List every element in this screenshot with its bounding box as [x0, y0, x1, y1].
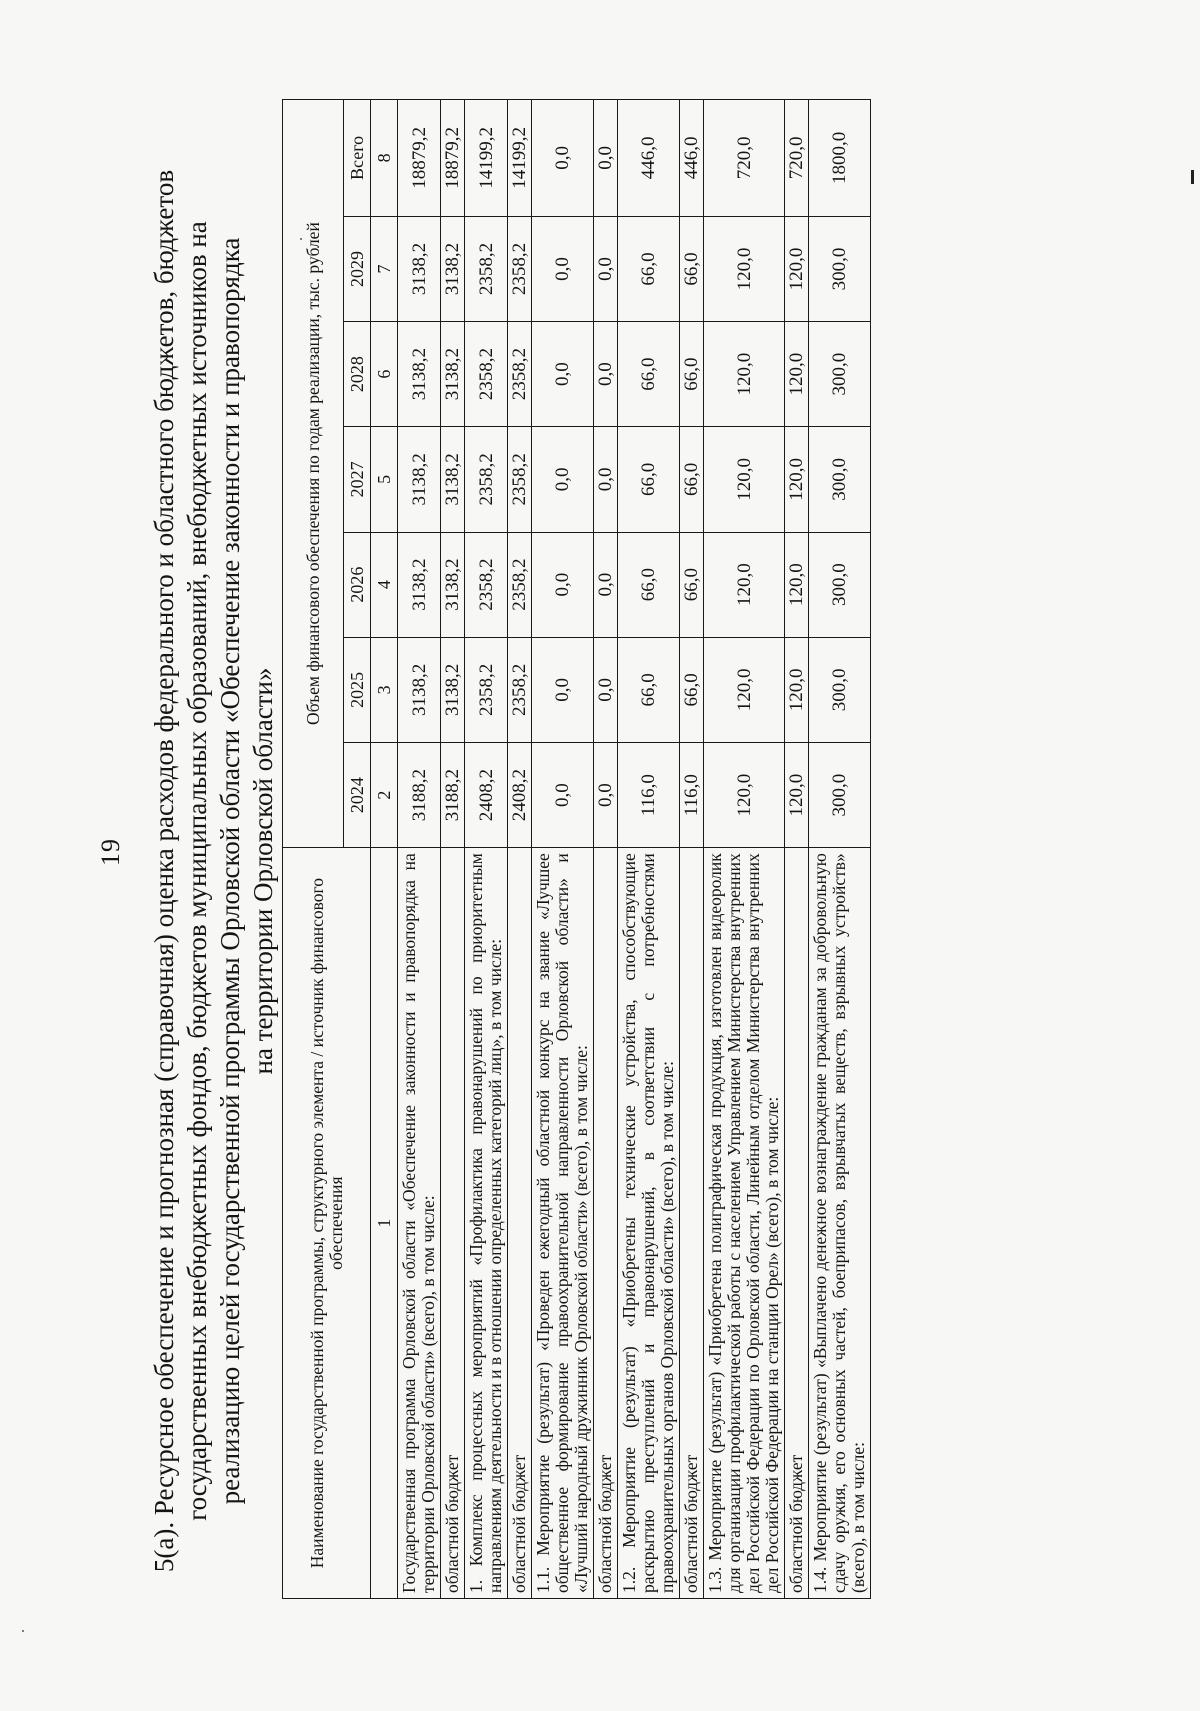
financing-table: [282, 99, 871, 1599]
value-cell: 0,0: [532, 742, 594, 847]
document-heading: [148, 71, 280, 1671]
table-row: [532, 100, 594, 1599]
value-cell: 0,0: [532, 532, 594, 637]
value-cell: 120,0: [704, 427, 785, 532]
value-cell: 66,0: [680, 637, 704, 742]
value-cell: 3138,2: [441, 322, 465, 427]
column-index: 3: [371, 637, 398, 742]
value-cell: 0,0: [594, 637, 618, 742]
total-cell: 14199,2: [508, 100, 532, 217]
table-row: [594, 100, 618, 1599]
value-cell: 66,0: [680, 532, 704, 637]
year-header: 2026: [344, 532, 371, 637]
value-cell: 120,0: [785, 322, 809, 427]
value-cell: 0,0: [532, 216, 594, 321]
total-cell: 18879,2: [398, 100, 441, 217]
value-cell: 120,0: [704, 216, 785, 321]
year-header: 2024: [344, 742, 371, 847]
value-cell: 66,0: [618, 637, 680, 742]
row-name-cell: областной бюджет: [680, 848, 704, 1599]
total-cell: 446,0: [618, 100, 680, 217]
value-cell: 2358,2: [465, 427, 508, 532]
row-name-cell: 1.3. Мероприятие (результат) «Приобретена полиграфическая продукция, изготовлен видеоролик для организации профилактической работы с населением Управлением Министерства внутренних дел Российской Федерации по Орловской области, Линейным отделом Министерства внутренних дел Российской Федерации на станции Орел» (всего), в том числе:: [704, 848, 785, 1599]
value-cell: 120,0: [785, 532, 809, 637]
value-cell: 3138,2: [398, 532, 441, 637]
value-cell: 3138,2: [441, 216, 465, 321]
value-cell: 0,0: [594, 742, 618, 847]
row-name-cell: областной бюджет: [594, 848, 618, 1599]
value-cell: 3138,2: [441, 427, 465, 532]
table-body: [398, 100, 871, 1599]
column-index: 7: [371, 216, 398, 321]
table-row: [809, 100, 871, 1599]
heading-line: государственных внебюджетных фондов, бюджетов муниципальных образований, внебюджетных источников на: [182, 221, 212, 1521]
value-cell: 3138,2: [398, 322, 441, 427]
value-cell: 66,0: [618, 427, 680, 532]
value-cell: 2358,2: [465, 322, 508, 427]
total-cell: 18879,2: [441, 100, 465, 217]
value-cell: 2358,2: [508, 532, 532, 637]
table-row: [508, 100, 532, 1599]
column-index: 5: [371, 427, 398, 532]
column-index: 1: [371, 848, 398, 1599]
heading-line: реализацию целей государственной программы Орловской области «Обеспечение законности и правопорядка: [215, 237, 245, 1505]
value-cell: 120,0: [785, 216, 809, 321]
value-cell: 0,0: [532, 427, 594, 532]
value-cell: 3188,2: [441, 742, 465, 847]
value-cell: 300,0: [809, 742, 871, 847]
page-number: 19: [96, 838, 125, 866]
value-cell: 300,0: [809, 322, 871, 427]
value-cell: 120,0: [785, 742, 809, 847]
table-row: [398, 100, 441, 1599]
value-cell: 2358,2: [508, 322, 532, 427]
table-row: [618, 100, 680, 1599]
value-cell: 2408,2: [508, 742, 532, 847]
value-cell: 120,0: [704, 742, 785, 847]
value-cell: 3138,2: [441, 637, 465, 742]
year-header: 2027: [344, 427, 371, 532]
volume-header: Объем финансового обеспечения по годам реализации, тыс. рублей: [283, 100, 344, 848]
value-cell: 66,0: [680, 427, 704, 532]
year-header: 2028: [344, 322, 371, 427]
value-cell: 2358,2: [465, 532, 508, 637]
value-cell: 0,0: [594, 427, 618, 532]
total-cell: 1800,0: [809, 100, 871, 217]
value-cell: 3188,2: [398, 742, 441, 847]
total-cell: 14199,2: [465, 100, 508, 217]
column-index: 2: [371, 742, 398, 847]
value-cell: 2358,2: [465, 637, 508, 742]
financing-table-container: [282, 99, 871, 1599]
value-cell: 2408,2: [465, 742, 508, 847]
table-row: [680, 100, 704, 1599]
column-index: 8: [371, 100, 398, 217]
row-name-cell: областной бюджет: [508, 848, 532, 1599]
value-cell: 120,0: [785, 427, 809, 532]
value-cell: 66,0: [618, 216, 680, 321]
table-row: [704, 100, 785, 1599]
value-cell: 300,0: [809, 637, 871, 742]
value-cell: 116,0: [680, 742, 704, 847]
value-cell: 2358,2: [508, 216, 532, 321]
value-cell: 300,0: [809, 216, 871, 321]
value-cell: 300,0: [809, 532, 871, 637]
value-cell: 0,0: [532, 637, 594, 742]
value-cell: 2358,2: [465, 216, 508, 321]
table-row: [785, 100, 809, 1599]
column-index: 4: [371, 532, 398, 637]
value-cell: 66,0: [680, 322, 704, 427]
row-name-cell: 1.4. Мероприятие (результат) «Выплачено денежное вознаграждение гражданам за добровольную сдачу оружия, его основных частей, боеприпасов, взрывчатых веществ, взрывных устройств» (всего), в том числе:: [809, 848, 871, 1599]
value-cell: 66,0: [680, 216, 704, 321]
value-cell: 0,0: [594, 322, 618, 427]
value-cell: 3138,2: [398, 216, 441, 321]
total-cell: 720,0: [704, 100, 785, 217]
value-cell: 0,0: [532, 322, 594, 427]
value-cell: 120,0: [704, 637, 785, 742]
value-cell: 66,0: [618, 532, 680, 637]
total-cell: 446,0: [680, 100, 704, 217]
column-index: 6: [371, 322, 398, 427]
heading-line: 5(а). Ресурсное обеспечение и прогнозная (справочная) оценка расходов федерального и областного бюджетов, бюджетов: [149, 169, 179, 1573]
total-header: Всего: [344, 100, 371, 217]
row-name-cell: 1. Комплекс процессных мероприятий «Профилактика правонарушений по приоритетным направлениям деятельности и в отношении определенных категорий лиц», в том числе:: [465, 848, 508, 1599]
value-cell: 0,0: [594, 532, 618, 637]
value-cell: 3138,2: [441, 532, 465, 637]
value-cell: 66,0: [618, 322, 680, 427]
table-row: [441, 100, 465, 1599]
heading-line: на территории Орловской области»: [248, 667, 278, 1075]
year-header: 2025: [344, 637, 371, 742]
total-cell: 0,0: [594, 100, 618, 217]
value-cell: 0,0: [594, 216, 618, 321]
row-name-cell: областной бюджет: [785, 848, 809, 1599]
value-cell: 3138,2: [398, 637, 441, 742]
row-name-cell: 1.2. Мероприятие (результат) «Приобретены технические устройства, способствующие раскрытию преступлений и правонарушений, в соответствии с потребностями правоохранительных органов Орловской области» (всего), в том числе:: [618, 848, 680, 1599]
value-cell: 2358,2: [508, 427, 532, 532]
value-cell: 120,0: [704, 532, 785, 637]
value-cell: 3138,2: [398, 427, 441, 532]
table-row: [465, 100, 508, 1599]
value-cell: 120,0: [704, 322, 785, 427]
total-cell: 0,0: [532, 100, 594, 217]
value-cell: 2358,2: [508, 637, 532, 742]
value-cell: 116,0: [618, 742, 680, 847]
year-header: 2029: [344, 216, 371, 321]
value-cell: 300,0: [809, 427, 871, 532]
value-cell: 120,0: [785, 637, 809, 742]
row-name-cell: 1.1. Мероприятие (результат) «Проведен ежегодный областной конкурс на звание «Лучшее общественное формирование правоохранительной направленности Орловской области» и «Лучший народный дружинник Орловской области» (всего), в том числе:: [532, 848, 594, 1599]
row-name-cell: областной бюджет: [441, 848, 465, 1599]
row-name-cell: Государственная программа Орловской области «Обеспечение законности и правопорядка на территории Орловской области» (всего), в том числе:: [398, 848, 441, 1599]
name-column-header: Наименование государственной программы, структурного элемента / источник финансового обеспечения: [283, 848, 371, 1599]
total-cell: 720,0: [785, 100, 809, 217]
